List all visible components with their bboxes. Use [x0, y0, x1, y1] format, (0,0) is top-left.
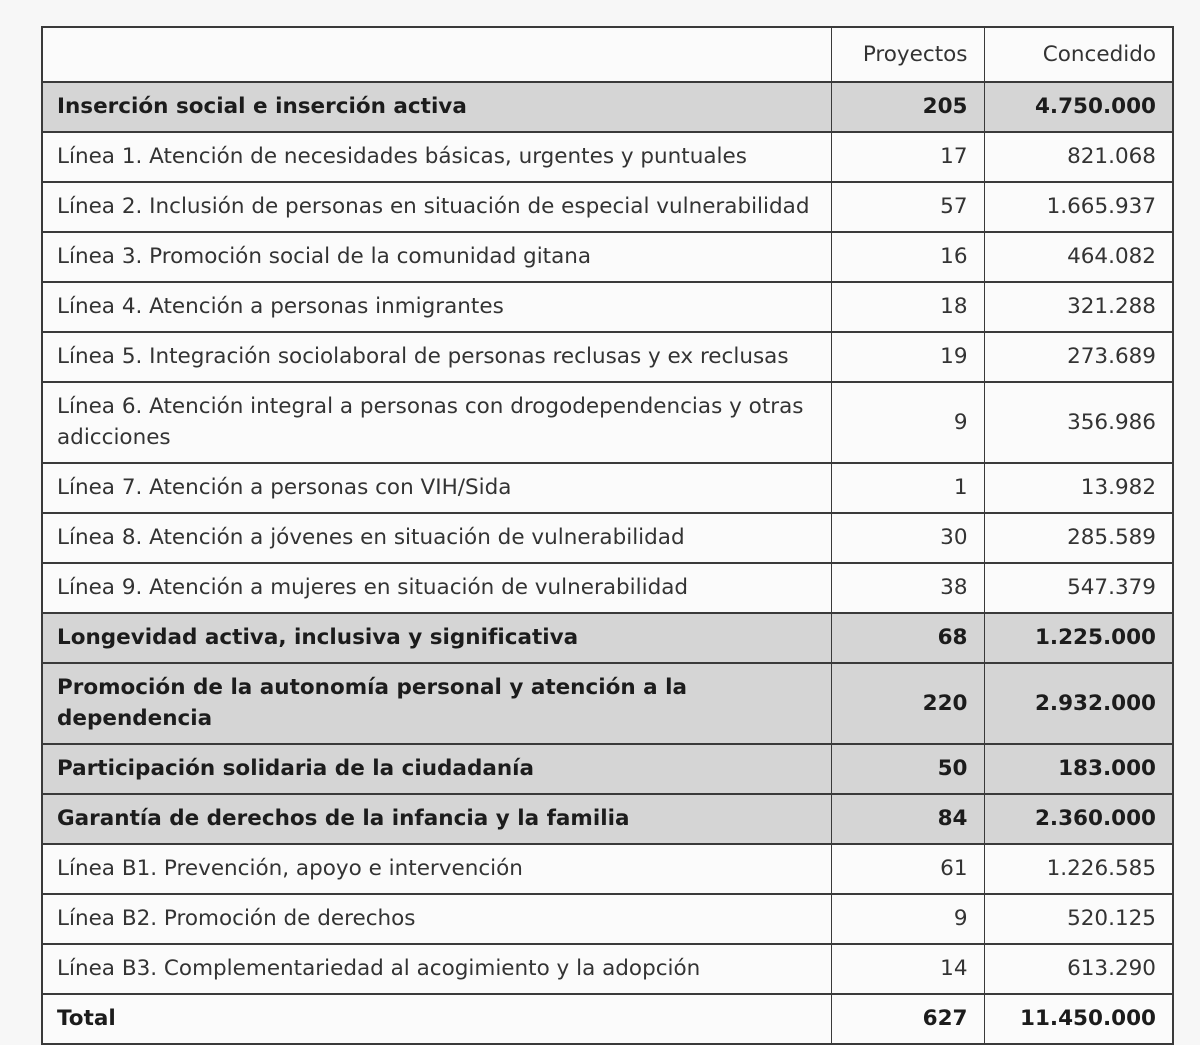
table-row [42, 563, 1173, 613]
table-body [42, 82, 1173, 1044]
cell-projects: 19 [831, 332, 984, 382]
grants-table-container [41, 26, 1174, 1045]
cell-projects: 627 [831, 994, 984, 1044]
cell-granted: 2.932.000 [984, 663, 1173, 744]
cell-concept: Participación solidaria de la ciudadanía [42, 744, 831, 794]
table-row [42, 182, 1173, 232]
cell-projects: 30 [831, 513, 984, 563]
table-row [42, 794, 1173, 844]
table-row [42, 894, 1173, 944]
header-concept [42, 27, 831, 82]
cell-concept: Línea 2. Inclusión de personas en situación de especial vulnerabilidad [42, 182, 831, 232]
cell-granted: 13.982 [984, 463, 1173, 513]
cell-granted: 285.589 [984, 513, 1173, 563]
cell-concept: Total [42, 994, 831, 1044]
cell-projects: 1 [831, 463, 984, 513]
cell-concept: Línea 8. Atención a jóvenes en situación de vulnerabilidad [42, 513, 831, 563]
cell-projects: 50 [831, 744, 984, 794]
table-row [42, 232, 1173, 282]
cell-granted: 321.288 [984, 282, 1173, 332]
cell-concept: Línea 9. Atención a mujeres en situación de vulnerabilidad [42, 563, 831, 613]
cell-projects: 38 [831, 563, 984, 613]
cell-projects: 61 [831, 844, 984, 894]
table-row [42, 282, 1173, 332]
cell-concept: Línea B3. Complementariedad al acogimiento y la adopción [42, 944, 831, 994]
table-row [42, 82, 1173, 132]
grants-table [41, 26, 1174, 1045]
cell-concept: Línea 3. Promoción social de la comunidad gitana [42, 232, 831, 282]
table-row [42, 994, 1173, 1044]
cell-projects: 9 [831, 382, 984, 463]
cell-concept: Línea 5. Integración sociolaboral de personas reclusas y ex reclusas [42, 332, 831, 382]
cell-granted: 1.226.585 [984, 844, 1173, 894]
cell-granted: 547.379 [984, 563, 1173, 613]
header-projects: Proyectos [831, 27, 984, 82]
table-row [42, 844, 1173, 894]
cell-projects: 57 [831, 182, 984, 232]
cell-granted: 1.665.937 [984, 182, 1173, 232]
cell-granted: 356.986 [984, 382, 1173, 463]
cell-concept: Línea 6. Atención integral a personas con drogodependencias y otras adicciones [42, 382, 831, 463]
table-header [42, 27, 1173, 82]
cell-granted: 464.082 [984, 232, 1173, 282]
cell-granted: 2.360.000 [984, 794, 1173, 844]
cell-granted: 4.750.000 [984, 82, 1173, 132]
table-row [42, 382, 1173, 463]
cell-granted: 273.689 [984, 332, 1173, 382]
cell-concept: Longevidad activa, inclusiva y significativa [42, 613, 831, 663]
cell-concept: Línea 7. Atención a personas con VIH/Sida [42, 463, 831, 513]
cell-granted: 183.000 [984, 744, 1173, 794]
header-row [42, 27, 1173, 82]
cell-projects: 16 [831, 232, 984, 282]
cell-projects: 9 [831, 894, 984, 944]
cell-concept: Promoción de la autonomía personal y atención a la dependencia [42, 663, 831, 744]
table-row [42, 463, 1173, 513]
header-granted: Concedido [984, 27, 1173, 82]
cell-concept: Garantía de derechos de la infancia y la familia [42, 794, 831, 844]
cell-granted: 821.068 [984, 132, 1173, 182]
cell-projects: 68 [831, 613, 984, 663]
table-row [42, 513, 1173, 563]
table-row [42, 132, 1173, 182]
table-row [42, 663, 1173, 744]
cell-granted: 520.125 [984, 894, 1173, 944]
cell-projects: 18 [831, 282, 984, 332]
cell-projects: 84 [831, 794, 984, 844]
cell-concept: Inserción social e inserción activa [42, 82, 831, 132]
cell-projects: 17 [831, 132, 984, 182]
table-row [42, 332, 1173, 382]
table-row [42, 613, 1173, 663]
cell-projects: 205 [831, 82, 984, 132]
cell-projects: 220 [831, 663, 984, 744]
cell-granted: 613.290 [984, 944, 1173, 994]
cell-concept: Línea 4. Atención a personas inmigrantes [42, 282, 831, 332]
cell-concept: Línea B1. Prevención, apoyo e intervención [42, 844, 831, 894]
cell-concept: Línea 1. Atención de necesidades básicas, urgentes y puntuales [42, 132, 831, 182]
cell-granted: 1.225.000 [984, 613, 1173, 663]
table-row [42, 944, 1173, 994]
table-row [42, 744, 1173, 794]
cell-granted: 11.450.000 [984, 994, 1173, 1044]
cell-concept: Línea B2. Promoción de derechos [42, 894, 831, 944]
cell-projects: 14 [831, 944, 984, 994]
